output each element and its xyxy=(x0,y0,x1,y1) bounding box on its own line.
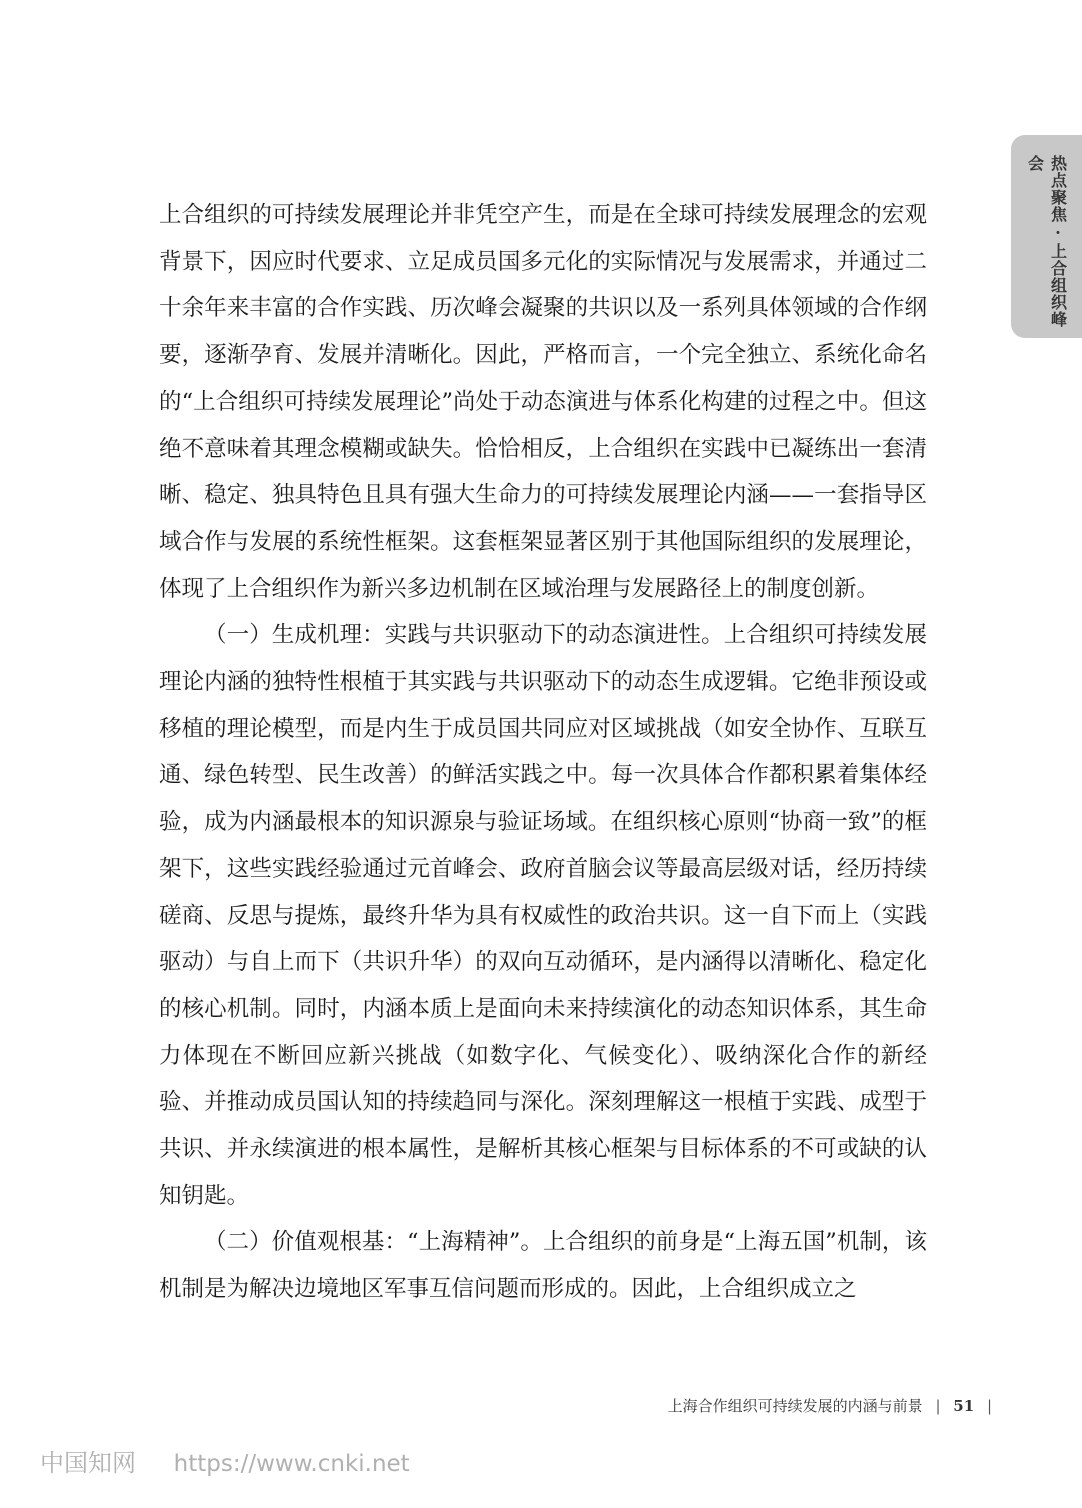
watermark-url: https://www.cnki.net xyxy=(173,1451,410,1477)
page-number: 51 xyxy=(953,1397,975,1415)
footer-separator: | xyxy=(935,1397,941,1415)
running-title: 上海合作组织可持续发展的内涵与前景 xyxy=(667,1397,923,1415)
article-body xyxy=(159,192,927,1313)
body-paragraph: 上合组织的可持续发展理论并非凭空产生，而是在全球可持续发展理念的宏观背景下，因应时代要求、立足成员国多元化的实际情况与发展需求，并通过二十余年来丰富的合作实践、历次峰会凝聚的共识以及一系列具体领域的合作纲要，逐渐孕育、发展并清晰化。因此，严格而言，一个完全独立、系统化命名的“上合组织可持续发展理论”尚处于动态演进与体系化构建的过程之中。但这绝不意味着其理念模糊或缺失。恰恰相反，上合组织在实践中已凝练出一套清晰、稳定、独具特色且具有强大生命力的可持续发展理论内涵——一套指导区域合作与发展的系统性框架。这套框架显著区别于其他国际组织的发展理论，体现了上合组织作为新兴多边机制在区域治理与发展路径上的制度创新。 xyxy=(159,202,927,602)
cnki-watermark xyxy=(40,1443,410,1478)
page-footer xyxy=(600,1395,1000,1416)
footer-separator: | xyxy=(986,1397,992,1415)
body-paragraph: （一）生成机理：实践与共识驱动下的动态演进性。上合组织可持续发展理论内涵的独特性根植于其实践与共识驱动下的动态生成逻辑。它绝非预设或移植的理论模型，而是内生于成员国共同应对区域挑战（如安全协作、互联互通、绿色转型、民生改善）的鲜活实践之中。每一次具体合作都积累着集体经验，成为内涵最根本的知识源泉与验证场域。在组织核心原则“协商一致”的框架下，这些实践经验通过元首峰会、政府首脑会议等最高层级对话，经历持续磋商、反思与提炼，最终升华为具有权威性的政治共识。这一自下而上（实践驱动）与自上而下（共识升华）的双向互动循环，是内涵得以清晰化、稳定化的核心机制。同时，内涵本质上是面向未来持续演化的动态知识体系，其生命力体现在不断回应新兴挑战（如数字化、气候变化）、吸纳深化合作的新经验、并推动成员国认知的持续趋同与深化。深刻理解这一根植于实践、成型于共识、并永续演进的根本属性，是解析其核心框架与目标体系的不可或缺的认知钥匙。 xyxy=(159,622,927,1209)
section-side-tab-label: 热点聚焦 · 上合组织峰会 xyxy=(1025,155,1068,328)
section-side-tab xyxy=(1011,135,1082,338)
watermark-brand: 中国知网 xyxy=(40,1449,136,1477)
body-paragraph: （二）价值观根基：“上海精神”。上合组织的前身是“上海五国”机制，该机制是为解决边境地区军事互信问题而形成的。因此，上合组织成立之 xyxy=(159,1229,927,1303)
